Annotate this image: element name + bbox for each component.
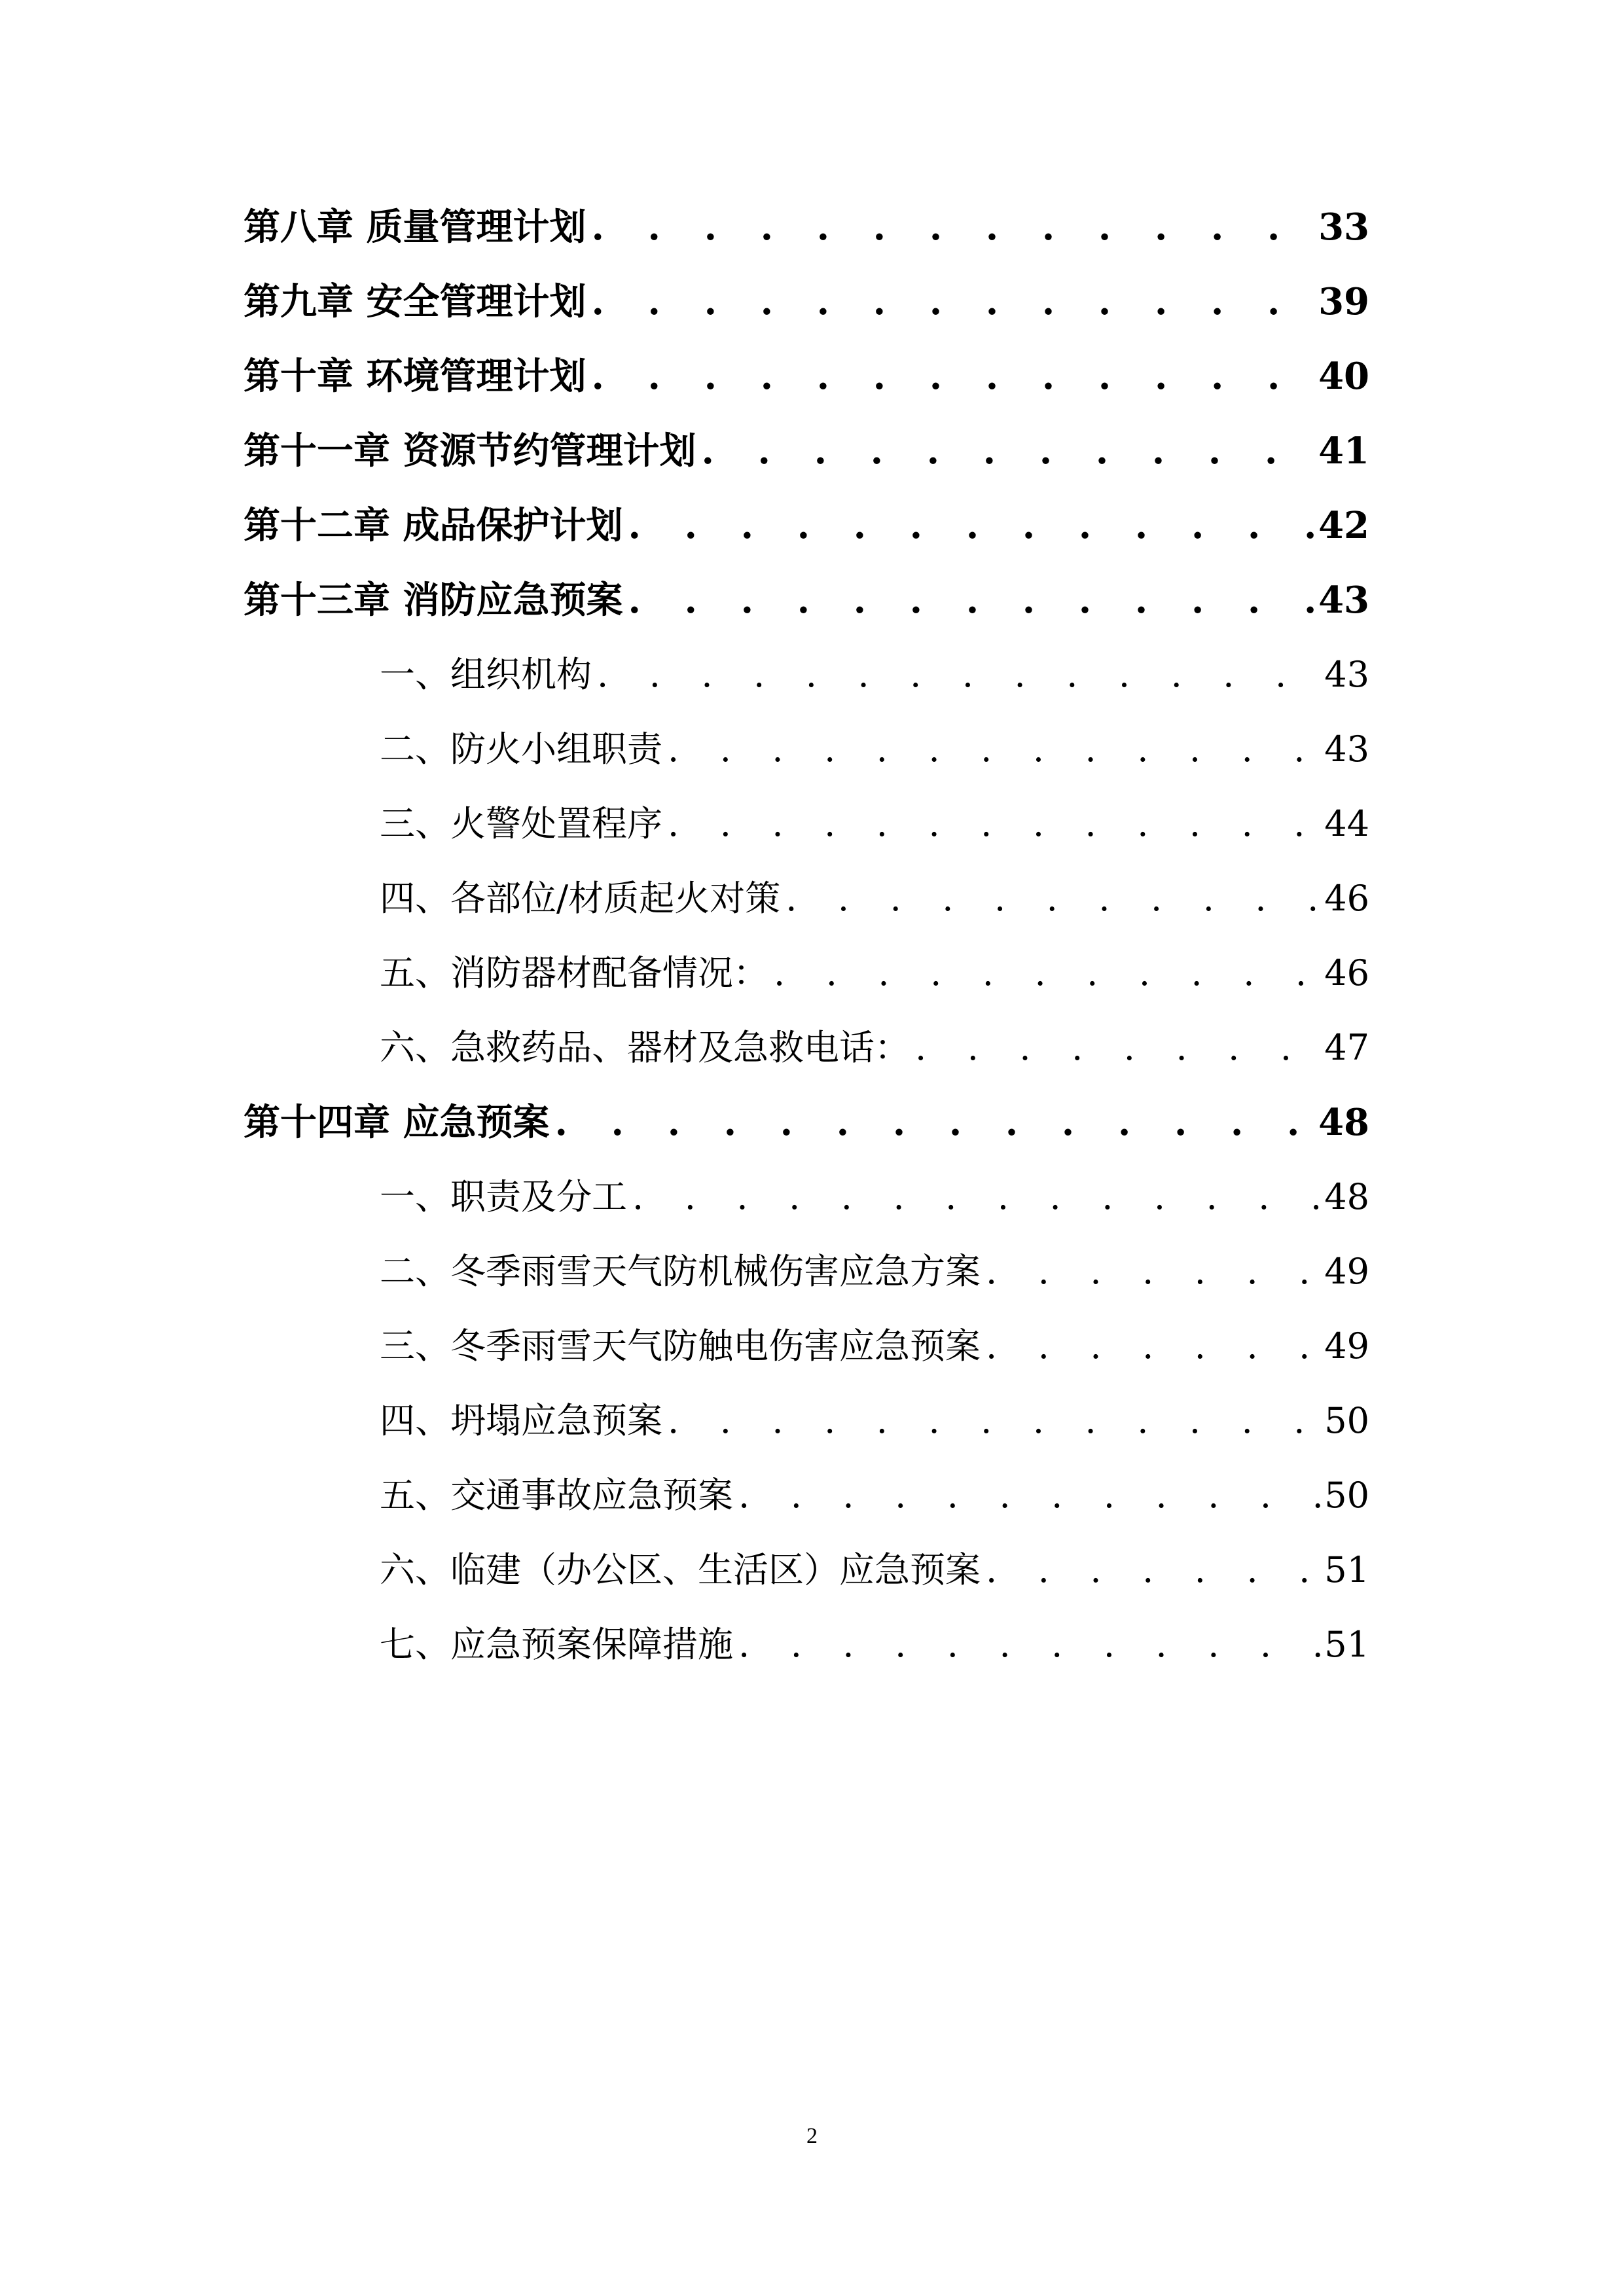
toc-dot-leader	[550, 1085, 1319, 1160]
toc-entry[interactable]	[244, 861, 1369, 936]
toc-dot-leader	[981, 1533, 1324, 1607]
toc-entry-page: 43	[1324, 654, 1369, 695]
toc-entry-title: 第九章 安全管理计划	[244, 280, 586, 323]
toc-entry-title: 第十二章 成品保护计划	[244, 504, 623, 547]
table-of-contents	[244, 190, 1369, 1682]
toc-entry[interactable]	[244, 339, 1369, 414]
toc-entry[interactable]	[244, 190, 1369, 264]
toc-entry-title: 六、急救药品、器材及急救电话：	[380, 1027, 910, 1068]
toc-entry-page: 44	[1324, 803, 1369, 844]
toc-entry[interactable]	[244, 488, 1369, 563]
toc-entry[interactable]	[244, 1458, 1369, 1533]
toc-entry-title: 七、应急预案保障措施	[380, 1624, 733, 1665]
toc-entry[interactable]	[244, 1085, 1369, 1160]
toc-entry-page: 43	[1318, 579, 1369, 622]
toc-entry[interactable]	[244, 1309, 1369, 1384]
toc-entry-page: 50	[1324, 1400, 1369, 1441]
toc-entry-page: 41	[1318, 429, 1369, 473]
toc-entry-page: 50	[1324, 1475, 1369, 1516]
toc-entry-title: 五、交通事故应急预案	[380, 1475, 733, 1516]
toc-dot-leader	[662, 1384, 1324, 1458]
toc-dot-leader	[586, 264, 1319, 339]
toc-dot-leader	[696, 414, 1319, 488]
toc-dot-leader	[981, 1234, 1324, 1309]
toc-dot-leader	[586, 190, 1319, 264]
toc-entry-page: 39	[1318, 280, 1369, 323]
toc-entry-title: 六、临建（办公区、生活区）应急预案	[380, 1549, 981, 1590]
toc-dot-leader	[623, 488, 1319, 563]
toc-entry[interactable]	[244, 936, 1369, 1011]
toc-entry[interactable]	[244, 563, 1369, 637]
toc-entry-page: 49	[1324, 1251, 1369, 1292]
toc-entry-page: 51	[1324, 1549, 1369, 1590]
toc-entry-page: 47	[1324, 1027, 1369, 1068]
toc-entry[interactable]	[244, 1607, 1369, 1682]
toc-entry[interactable]	[244, 1160, 1369, 1234]
toc-entry[interactable]	[244, 712, 1369, 787]
toc-entry-title: 一、组织机构	[380, 654, 592, 695]
toc-entry[interactable]	[244, 414, 1369, 488]
toc-entry-title: 五、消防器材配备情况：	[380, 952, 768, 994]
toc-entry[interactable]	[244, 1384, 1369, 1458]
toc-dot-leader	[627, 1160, 1324, 1234]
toc-dot-leader	[592, 637, 1324, 712]
toc-dot-leader	[733, 1607, 1324, 1682]
toc-entry-title: 第十三章 消防应急预案	[244, 579, 623, 622]
toc-entry-page: 40	[1318, 355, 1369, 398]
toc-entry-title: 第十一章 资源节约管理计划	[244, 429, 696, 473]
toc-entry-page: 48	[1324, 1176, 1369, 1217]
toc-entry-page: 33	[1318, 206, 1369, 249]
toc-entry-title: 四、坍塌应急预案	[380, 1400, 662, 1441]
toc-dot-leader	[623, 563, 1319, 637]
toc-entry-title: 第十四章 应急预案	[244, 1101, 550, 1144]
toc-entry-page: 51	[1324, 1624, 1369, 1665]
toc-entry-title: 三、冬季雨雪天气防触电伤害应急预案	[380, 1325, 981, 1367]
toc-dot-leader	[586, 339, 1319, 414]
toc-entry[interactable]	[244, 1234, 1369, 1309]
toc-entry-title: 二、冬季雨雪天气防机械伤害应急方案	[380, 1251, 981, 1292]
toc-entry-page: 48	[1318, 1101, 1369, 1144]
toc-dot-leader	[768, 936, 1324, 1011]
toc-entry-title: 二、防火小组职责	[380, 728, 662, 770]
toc-entry[interactable]	[244, 637, 1369, 712]
toc-entry[interactable]	[244, 1533, 1369, 1607]
toc-dot-leader	[981, 1309, 1324, 1384]
toc-dot-leader	[662, 712, 1324, 787]
toc-entry[interactable]	[244, 264, 1369, 339]
page-number: 2	[806, 2124, 818, 2148]
toc-dot-leader	[662, 787, 1324, 861]
toc-entry-page: 46	[1324, 952, 1369, 994]
toc-entry-page: 43	[1324, 728, 1369, 770]
toc-entry-title: 三、火警处置程序	[380, 803, 662, 844]
toc-dot-leader	[733, 1458, 1324, 1533]
toc-entry-title: 一、职责及分工	[380, 1176, 627, 1217]
toc-entry[interactable]	[244, 1011, 1369, 1085]
toc-entry-title: 四、各部位/材质起火对策	[380, 878, 781, 919]
toc-entry-page: 49	[1324, 1325, 1369, 1367]
toc-entry-page: 46	[1324, 878, 1369, 919]
toc-entry[interactable]	[244, 787, 1369, 861]
toc-entry-title: 第八章 质量管理计划	[244, 206, 586, 249]
toc-entry-page: 42	[1318, 504, 1369, 547]
toc-entry-title: 第十章 环境管理计划	[244, 355, 586, 398]
toc-dot-leader	[910, 1011, 1324, 1085]
toc-dot-leader	[780, 861, 1324, 936]
